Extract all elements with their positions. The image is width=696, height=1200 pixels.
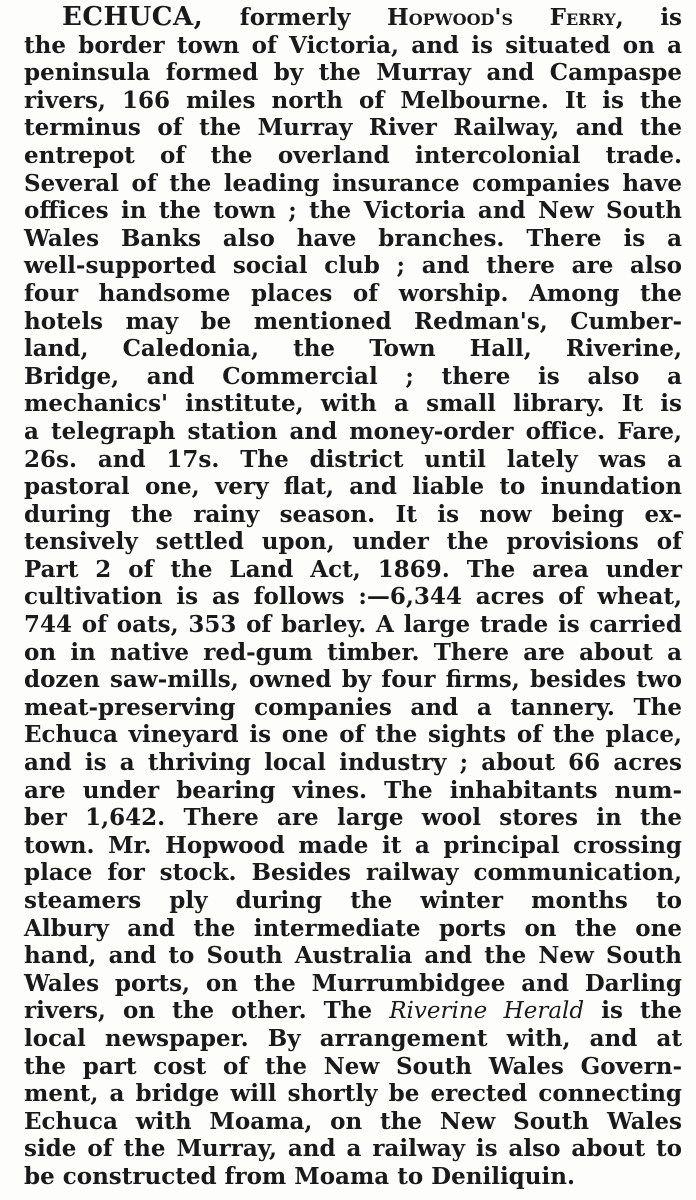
text-line: Wales Banks also have branches. There is a — [24, 224, 682, 252]
text-line: ber 1,642. There are large wool stores in the — [24, 804, 682, 832]
text-line — [24, 997, 682, 1025]
text-line: are under bearing vines. The inhabitants num- — [24, 776, 682, 804]
text-line: pastoral one, very flat, and liable to inundation — [24, 473, 682, 501]
text-line: peninsula formed by the Murray and Campaspe — [24, 59, 682, 87]
text-line: be constructed from Moama to Deniliquin. — [24, 1162, 575, 1190]
text-line: well-supported social club ; and there are also — [24, 252, 682, 280]
text-line: steamers ply during the winter months to — [24, 887, 682, 914]
text-line: dozen saw-mills, owned by four firms, besides two — [24, 666, 682, 694]
text-line: Bridge, and Commercial ; there is also a — [24, 362, 682, 390]
text-line: terminus of the Murray River Railway, and the — [24, 114, 682, 142]
text-line: during the rainy season. It is now being ex- — [24, 500, 682, 528]
body-lines — [24, 32, 682, 998]
text-line: land, Caledonia, the Town Hall, Riverine, — [24, 335, 682, 363]
text-line: Albury and the intermediate ports on the one — [24, 914, 682, 942]
text-line: rivers, 166 miles north of Melbourne. It is the — [24, 86, 682, 114]
text-line: 744 of oats, 353 of barley. A large trade is carried — [24, 611, 682, 639]
text-line: the border town of Victoria, and is situated on a — [24, 31, 682, 59]
text-line: meat-preserving companies and a tannery. The — [24, 693, 682, 721]
text-line: place for stock. Besides railway communication, — [24, 859, 682, 887]
text-line: side of the Murray, and a railway is also about to — [24, 1135, 682, 1163]
text-line: on in native red-gum timber. There are about a — [24, 638, 682, 666]
text-line: tensively settled upon, under the provisions of — [24, 528, 682, 556]
text-line: Wales ports, on the Murrumbidgee and Darling — [24, 969, 682, 997]
text-line: Echuca vineyard is one of the sights of the place, — [24, 721, 682, 749]
text-line: cultivation is as follows :—6,344 acres of wheat, — [24, 583, 682, 611]
text-line: ment, a bridge will shortly be erected connecting — [24, 1080, 682, 1108]
former-name: Hopwood's Ferry — [386, 4, 616, 31]
text-line: four handsome places of worship. Among the — [24, 279, 682, 307]
text-line: local newspaper. By arrangement with, and at — [24, 1024, 682, 1052]
text-line: hotels may be mentioned Redman's, Cumber- — [24, 307, 682, 335]
text-line: town. Mr. Hopwood made it a principal crossing — [24, 831, 682, 859]
text-line — [24, 4, 682, 32]
headword: ECHUCA, — [62, 2, 204, 32]
text-line: 26s. and 17s. The district until lately was a — [24, 445, 682, 473]
text-fragment: is the — [584, 997, 682, 1025]
text-line: and is a thriving local industry ; about 66 acres — [24, 749, 682, 777]
text-fragment: formerly — [203, 4, 387, 31]
text-line: entrepot of the overland intercolonial trade. — [24, 141, 682, 169]
text-line: offices in the town ; the Victoria and New South — [24, 197, 682, 225]
text-fragment: , is — [615, 4, 683, 31]
closing-lines — [24, 1025, 682, 1191]
text-line: Part 2 of the Land Act, 1869. The area under — [24, 555, 682, 583]
text-fragment: rivers, on the other. The — [24, 997, 390, 1025]
text-line: mechanics' institute, with a small library. It is — [24, 390, 682, 418]
text-line: Echuca with Moama, on the New South Wales — [24, 1107, 682, 1135]
text-line: hand, and to South Australia and the New South — [24, 942, 682, 970]
text-line: the part cost of the New South Wales Govern- — [24, 1052, 682, 1080]
newspaper-name: Riverine Herald — [389, 998, 585, 1025]
text-line: Several of the leading insurance companies have — [24, 169, 682, 197]
text-line: a telegraph station and money-order office. Fare, — [24, 417, 682, 445]
gazetteer-entry — [24, 4, 682, 1191]
